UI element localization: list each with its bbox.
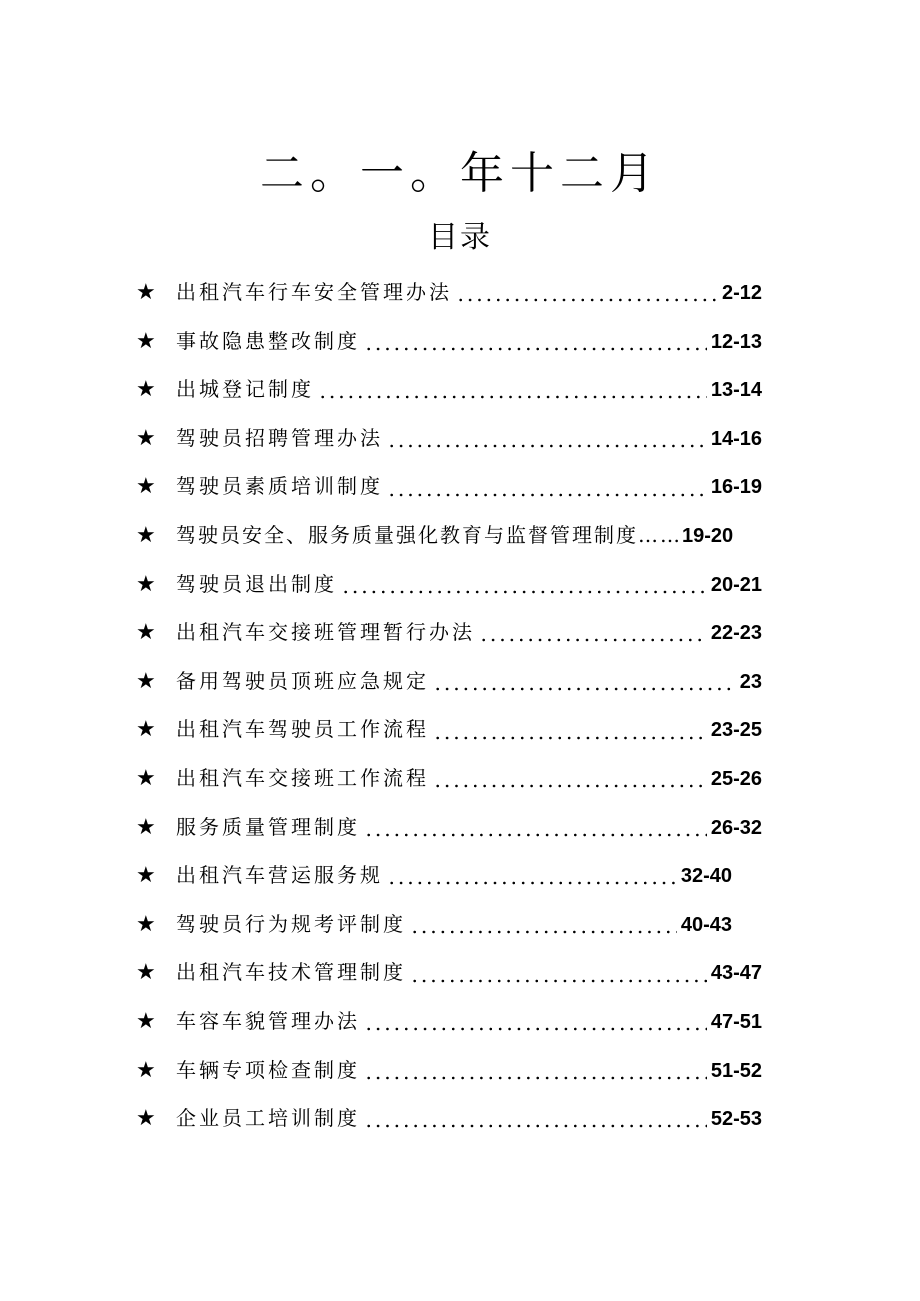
- dot-leader: [387, 493, 707, 497]
- dot-leader: [364, 833, 707, 837]
- dot-leader: [433, 736, 707, 740]
- toc-entry-title: 出城登记制度: [176, 377, 314, 402]
- dot-leader: [364, 347, 707, 351]
- toc-entry-title: 事故隐患整改制度: [176, 328, 360, 353]
- star-icon: ★: [136, 911, 156, 937]
- toc-entry-title: 出租汽车驾驶员工作流程: [176, 717, 429, 742]
- toc-entry-title: 驾驶员安全、服务质量强化教育与监督管理制度……: [176, 522, 682, 547]
- toc-entry-title: 服务质量管理制度: [176, 814, 360, 839]
- toc-entry-title: 驾驶员素质培训制度: [176, 474, 383, 499]
- toc-entry: [136, 367, 762, 416]
- toc-entry-pages: 12-13: [710, 330, 762, 353]
- toc-entry-pages: 23-25: [710, 719, 762, 742]
- toc-entry: [136, 270, 762, 319]
- star-icon: ★: [136, 328, 156, 354]
- star-icon: ★: [136, 571, 156, 597]
- toc-entry: [136, 610, 762, 659]
- dot-leader: [318, 395, 707, 399]
- dot-leader: [364, 1027, 707, 1031]
- toc-entry-title: 出租汽车行车安全管理办法: [176, 280, 452, 304]
- toc-entry-title: 驾驶员招聘管理办法: [176, 425, 383, 450]
- toc-entry: [136, 513, 762, 562]
- toc-entry: [136, 464, 762, 513]
- star-icon: ★: [136, 620, 156, 646]
- toc-entry-pages: 51-52: [710, 1059, 762, 1082]
- toc-entry-title: 出租汽车营运服务规: [176, 863, 383, 888]
- toc-entry: [136, 416, 762, 465]
- toc-entry-pages: 43-47: [710, 962, 762, 985]
- star-icon: ★: [136, 765, 156, 791]
- star-icon: ★: [136, 668, 156, 694]
- toc-entry-pages: 40-43: [680, 913, 732, 936]
- dot-leader: [433, 784, 707, 788]
- toc-entry-pages: 2-12: [721, 282, 762, 304]
- dot-leader: [387, 444, 707, 448]
- toc-entry: [136, 756, 762, 805]
- toc-entry-pages: 13-14: [710, 379, 762, 402]
- toc-entry-pages: 14-16: [710, 427, 762, 450]
- toc-entry: [136, 562, 762, 611]
- star-icon: ★: [136, 960, 156, 986]
- star-icon: ★: [136, 280, 156, 305]
- toc-entry: [136, 319, 762, 368]
- dot-leader: [364, 1076, 707, 1080]
- dot-leader: [433, 687, 736, 691]
- toc-entry: [136, 950, 762, 999]
- toc-entry-title: 驾驶员行为规考评制度: [176, 911, 406, 936]
- dot-leader: [410, 930, 677, 934]
- toc-entry-pages: 23: [739, 670, 762, 693]
- toc-entry: [136, 1048, 762, 1097]
- table-of-contents: [136, 270, 776, 1145]
- toc-entry-pages: 26-32: [710, 816, 762, 839]
- document-date-title: 二。一。年十二月: [260, 148, 660, 199]
- toc-entry-pages: 25-26: [710, 767, 762, 790]
- toc-entry-pages: 47-51: [710, 1010, 762, 1033]
- dot-leader: [456, 298, 718, 302]
- toc-entry: [136, 1096, 762, 1145]
- star-icon: ★: [136, 1057, 156, 1083]
- star-icon: ★: [136, 717, 156, 743]
- toc-entry-pages: 20-21: [710, 573, 762, 596]
- star-icon: ★: [136, 377, 156, 403]
- toc-entry-title: 出租汽车技术管理制度: [176, 960, 406, 985]
- toc-entry-pages: 19-20: [682, 524, 734, 547]
- toc-entry: [136, 805, 762, 854]
- dot-leader: [387, 881, 677, 885]
- toc-entry: [136, 902, 732, 951]
- toc-entry-title: 出租汽车交接班管理暂行办法: [176, 620, 475, 645]
- star-icon: ★: [136, 522, 156, 548]
- toc-entry: [136, 853, 732, 902]
- dot-leader: [364, 1124, 707, 1128]
- star-icon: ★: [136, 814, 156, 840]
- toc-heading: 目录: [428, 220, 492, 255]
- toc-entry-pages: 52-53: [710, 1108, 762, 1131]
- toc-entry: [136, 999, 762, 1048]
- star-icon: ★: [136, 474, 156, 500]
- dot-leader: [341, 590, 707, 594]
- star-icon: ★: [136, 425, 156, 451]
- toc-entry-title: 备用驾驶员顶班应急规定: [176, 668, 429, 693]
- toc-entry-title: 企业员工培训制度: [176, 1106, 360, 1131]
- toc-entry-pages: 16-19: [710, 476, 762, 499]
- dot-leader: [410, 979, 707, 983]
- toc-entry-title: 出租汽车交接班工作流程: [176, 765, 429, 790]
- star-icon: ★: [136, 863, 156, 889]
- star-icon: ★: [136, 1106, 156, 1132]
- toc-entry-title: 车辆专项检查制度: [176, 1057, 360, 1082]
- toc-entry: [136, 659, 762, 708]
- star-icon: ★: [136, 1008, 156, 1034]
- toc-entry-title: 驾驶员退出制度: [176, 571, 337, 596]
- dot-leader: [479, 638, 707, 642]
- toc-entry-pages: 22-23: [710, 622, 762, 645]
- toc-entry-title: 车容车貌管理办法: [176, 1008, 360, 1033]
- toc-entry: [136, 707, 762, 756]
- toc-entry-pages: 32-40: [680, 865, 732, 888]
